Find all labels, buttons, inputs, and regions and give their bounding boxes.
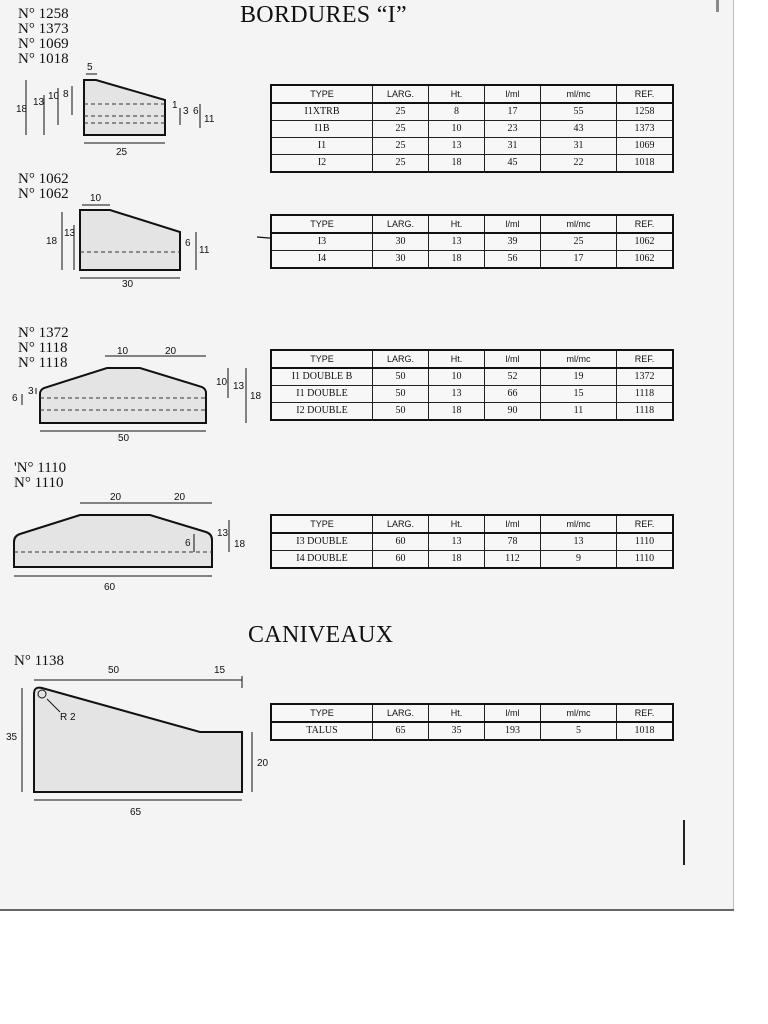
cell: 10 [429,368,485,386]
spec-table-group-1 [270,84,674,173]
dim-bottom: 50 [118,433,130,444]
cell: 1018 [617,155,674,173]
dim-left-inner: 8 [63,89,69,100]
table-row [271,251,673,269]
table-header-row [271,85,673,103]
table-row [271,368,673,386]
cell: 30 [373,233,429,251]
cell: 1118 [617,386,674,403]
col-header: l/ml [485,215,541,233]
cell: 11 [541,403,617,421]
cell: 39 [485,233,541,251]
cell: 22 [541,155,617,173]
cell: TALUS [271,722,373,740]
cell: 18 [429,155,485,173]
cell: 15 [541,386,617,403]
cell: I1 [271,138,373,155]
col-header: LARG. [373,704,429,722]
cell: 112 [485,551,541,569]
dim-top: 50 [108,665,120,676]
cell: 193 [485,722,541,740]
table-header-row [271,215,673,233]
col-header: Ht. [429,515,485,533]
dim-bottom: 65 [130,807,142,818]
dim-left-inner: 10 [48,91,60,102]
col-header: TYPE [271,704,373,722]
col-header: Ht. [429,704,485,722]
dim-right: 11 [199,245,210,256]
cell: I3 [271,233,373,251]
dim-right: 13 [217,528,229,539]
col-header: LARG. [373,515,429,533]
cell: 10 [429,121,485,138]
dim-right: 18 [250,391,262,402]
spec-table-group-4 [270,514,674,569]
ref-number: N° 1118 [18,355,68,371]
cell: 5 [541,722,617,740]
ref-number: 'N° 1110 [14,460,67,476]
col-header: REF. [617,215,674,233]
table-row [271,138,673,155]
spec-table-group-3 [270,349,674,421]
title-bordures: BORDURES “I” [240,2,407,28]
dim-left: 3 [28,386,34,397]
col-header: l/ml [485,350,541,368]
dim-left: 6 [12,393,18,404]
dim-left-outer: 18 [16,104,28,115]
cell: 31 [541,138,617,155]
cell: 13 [429,138,485,155]
col-header: Ht. [429,350,485,368]
cell: 66 [485,386,541,403]
col-header: Ht. [429,215,485,233]
ref-number: N° 1372 [18,325,69,341]
cell: I1 DOUBLE [271,386,373,403]
cell: 45 [485,155,541,173]
cell: I4 [271,251,373,269]
dim-radius: R 2 [60,712,76,723]
ref-number: N° 1258 [18,6,69,22]
dim-right: 6 [185,238,191,249]
cell: 1018 [617,722,674,740]
ref-number: N° 1138 [14,653,65,669]
table-row [271,155,673,173]
ref-number: N° 1373 [18,21,69,37]
col-header: LARG. [373,85,429,103]
table-row [271,722,673,740]
cell: 1258 [617,103,674,121]
cell: 25 [373,121,429,138]
dim-bottom: 25 [116,147,128,158]
profile-drawing-group-5 [0,0,280,830]
page-bottom-edge [0,909,734,911]
dim-right: 18 [234,539,246,550]
dim-top: 20 [165,346,177,357]
cell: I3 DOUBLE [271,533,373,551]
cell: 30 [373,251,429,269]
ref-number: N° 1062 [18,171,69,187]
col-header: LARG. [373,350,429,368]
cell: 1110 [617,551,674,569]
cell: 25 [541,233,617,251]
cell: 1069 [617,138,674,155]
cell: 13 [429,533,485,551]
dim-top: 20 [174,492,186,503]
table-header-row [271,350,673,368]
cell: 31 [485,138,541,155]
table-header-row [271,515,673,533]
table-row [271,403,673,421]
col-header: TYPE [271,350,373,368]
ref-number: N° 1069 [18,36,69,52]
col-header: ml/mc [541,515,617,533]
cell: 25 [373,103,429,121]
cell: 1373 [617,121,674,138]
dim-right: 20 [257,758,269,769]
ref-number: N° 1118 [18,340,68,356]
dim-right: 6 [193,106,199,117]
table-row [271,233,673,251]
cell: 90 [485,403,541,421]
cell: 50 [373,386,429,403]
cell: 52 [485,368,541,386]
cell: 13 [429,386,485,403]
cell: 13 [541,533,617,551]
cell: 35 [429,722,485,740]
dim-bottom: 30 [122,279,134,290]
dim-top: 15 [214,665,226,676]
dim-left-inner: 13 [64,228,76,239]
dim-left-inner: 13 [33,97,45,108]
cell: 65 [373,722,429,740]
cell: 50 [373,368,429,386]
ref-number: N° 1110 [14,475,64,491]
cell: 1372 [617,368,674,386]
table-row [271,386,673,403]
dim-top: 5 [87,62,93,73]
cell: 17 [541,251,617,269]
cell: I1 DOUBLE B [271,368,373,386]
cell: 25 [373,155,429,173]
col-header: REF. [617,85,674,103]
dim-top: 10 [90,193,102,204]
cell: 1118 [617,403,674,421]
dim-bottom: 60 [104,582,116,593]
col-header: ml/mc [541,85,617,103]
spec-table-group-2 [270,214,674,269]
dim-top: 10 [117,346,129,357]
dim-right: 3 [183,106,189,117]
cell: 56 [485,251,541,269]
cell: 18 [429,403,485,421]
cell: 1110 [617,533,674,551]
cell: 19 [541,368,617,386]
table-row [271,533,673,551]
dim-left-outer: 18 [46,236,58,247]
cell: 43 [541,121,617,138]
cell: I4 DOUBLE [271,551,373,569]
cell: 1062 [617,251,674,269]
cell: 18 [429,251,485,269]
cell: 8 [429,103,485,121]
dim-right: 1 [172,100,178,111]
profile-shape [34,688,242,792]
table-row [271,121,673,138]
dim-top: 20 [110,492,122,503]
dim-left: 35 [6,732,18,743]
col-header: ml/mc [541,215,617,233]
scan-mark [683,820,685,865]
dim-inner: 6 [185,538,191,549]
cell: I2 [271,155,373,173]
col-header: REF. [617,704,674,722]
cell: 60 [373,533,429,551]
cell: 78 [485,533,541,551]
title-caniveaux: CANIVEAUX [248,622,394,648]
col-header: TYPE [271,215,373,233]
dim-right: 11 [204,114,215,125]
ref-number: N° 1062 [18,186,69,202]
cell: 23 [485,121,541,138]
cell: 60 [373,551,429,569]
table-header-row [271,704,673,722]
table-row [271,551,673,569]
col-header: l/ml [485,515,541,533]
col-header: TYPE [271,515,373,533]
cell: 50 [373,403,429,421]
cell: I2 DOUBLE [271,403,373,421]
col-header: Ht. [429,85,485,103]
cell: 13 [429,233,485,251]
col-header: ml/mc [541,350,617,368]
ref-number: N° 1018 [18,51,69,67]
cell: 17 [485,103,541,121]
dim-right: 13 [233,381,245,392]
col-header: l/ml [485,704,541,722]
cell: 1062 [617,233,674,251]
col-header: REF. [617,350,674,368]
cell: 55 [541,103,617,121]
scan-mark-top [716,0,719,12]
col-header: ml/mc [541,704,617,722]
cell: 18 [429,551,485,569]
col-header: REF. [617,515,674,533]
table-row [271,103,673,121]
cell: 25 [373,138,429,155]
col-header: LARG. [373,215,429,233]
cell: I1XTRB [271,103,373,121]
cell: I1B [271,121,373,138]
page-edge [733,0,734,910]
cell: 9 [541,551,617,569]
spec-table-group-5 [270,703,674,741]
col-header: l/ml [485,85,541,103]
col-header: TYPE [271,85,373,103]
dim-right: 10 [216,377,228,388]
